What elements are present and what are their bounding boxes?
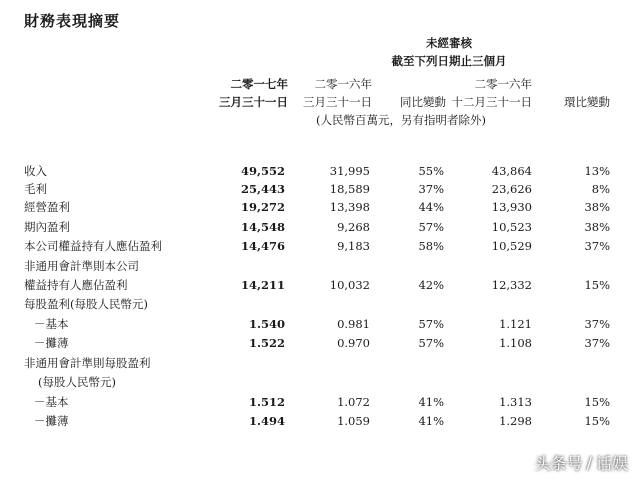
value-2016-dec: 23,626 <box>491 182 532 196</box>
value-2017-mar: 14,548 <box>240 220 285 234</box>
value-2017-mar: 25,443 <box>240 182 285 196</box>
value-2016-mar: 10,032 <box>329 278 370 292</box>
value-2017-mar: 19,272 <box>240 200 285 214</box>
value-qoq-change: 38% <box>584 220 610 234</box>
row-label: －基本 <box>34 395 69 409</box>
value-yoy-change: 44% <box>418 200 444 214</box>
row-label: 毛利 <box>24 182 47 196</box>
page-title: 財務表現摘要 <box>24 12 121 30</box>
col-prev-date: 三月三十一日 <box>303 95 372 109</box>
row-label: 期內盈利 <box>24 220 70 234</box>
table-row <box>0 373 640 391</box>
value-2016-mar: 0.970 <box>337 336 370 350</box>
value-qoq-change: 38% <box>584 200 610 214</box>
row-label: －基本 <box>34 317 69 331</box>
table-row <box>0 412 640 430</box>
row-label: －攤薄 <box>34 414 69 428</box>
table-row <box>0 237 640 255</box>
period-heading: 截至下列日期止三個月 <box>391 54 507 68</box>
table-row <box>0 295 640 313</box>
value-yoy-change: 42% <box>418 278 444 292</box>
value-qoq-change: 37% <box>584 317 610 331</box>
row-label: 非通用會計準則每股盈利 <box>24 356 151 370</box>
col-prev-year: 二零一六年 <box>314 77 372 91</box>
value-qoq-change: 15% <box>584 278 610 292</box>
unit-note: (人民幣百萬元，另有指明者除外) <box>316 113 486 127</box>
value-yoy-change: 37% <box>418 182 444 196</box>
value-yoy-change: 55% <box>418 164 444 178</box>
value-2016-mar: 1.059 <box>337 414 370 428</box>
value-qoq-change: 8% <box>591 182 610 196</box>
value-2017-mar: 1.512 <box>248 395 285 409</box>
col-prevq-year: 二零一六年 <box>474 77 532 91</box>
value-2016-dec: 10,523 <box>491 220 532 234</box>
value-2016-dec: 43,864 <box>491 164 532 178</box>
table-row <box>0 218 640 236</box>
value-2016-dec: 1.313 <box>499 395 532 409</box>
value-2017-mar: 1.494 <box>248 414 285 428</box>
table-row <box>0 334 640 352</box>
value-yoy-change: 57% <box>418 317 444 331</box>
value-2017-mar: 1.540 <box>248 317 285 331</box>
table-row <box>0 276 640 294</box>
table-row <box>0 315 640 333</box>
col-current-date: 三月三十一日 <box>219 95 288 109</box>
value-2017-mar: 14,211 <box>240 278 285 292</box>
value-2016-mar: 9,268 <box>337 220 370 234</box>
value-yoy-change: 41% <box>418 414 444 428</box>
value-2017-mar: 1.522 <box>248 336 285 350</box>
value-2017-mar: 14,476 <box>240 239 285 253</box>
value-2016-mar: 9,183 <box>337 239 370 253</box>
value-2016-dec: 1.121 <box>499 317 532 331</box>
table-row <box>0 180 640 198</box>
value-2016-mar: 0.981 <box>337 317 370 331</box>
row-label: 本公司權益持有人應佔盈利 <box>24 239 162 253</box>
watermark-separator: / <box>586 453 592 472</box>
value-qoq-change: 15% <box>584 395 610 409</box>
value-2016-mar: 13,398 <box>329 200 370 214</box>
value-qoq-change: 15% <box>584 414 610 428</box>
col-qoq: 環比變動 <box>564 95 610 109</box>
value-2016-dec: 12,332 <box>491 278 532 292</box>
table-row <box>0 393 640 411</box>
value-2016-dec: 13,930 <box>491 200 532 214</box>
value-2016-mar: 1.072 <box>337 395 370 409</box>
value-2016-dec: 1.108 <box>499 336 532 350</box>
col-current-year: 二零一七年 <box>230 77 288 91</box>
watermark-source: 头条号 <box>534 454 583 473</box>
col-prevq-date: 十二月三十一日 <box>451 95 532 109</box>
value-2016-mar: 31,995 <box>329 164 370 178</box>
value-yoy-change: 58% <box>418 239 444 253</box>
row-label: (每股人民幣元) <box>38 375 116 389</box>
row-label: －攤薄 <box>34 336 69 350</box>
table-row <box>0 354 640 372</box>
row-label: 權益持有人應佔盈利 <box>24 278 128 292</box>
table-row <box>0 257 640 275</box>
unaudited-heading: 未經審核 <box>426 36 472 50</box>
value-yoy-change: 41% <box>418 395 444 409</box>
value-yoy-change: 57% <box>418 336 444 350</box>
row-label: 經營盈利 <box>24 200 70 214</box>
watermark-account: 话娱 <box>595 454 628 473</box>
value-2017-mar: 49,552 <box>240 164 285 178</box>
row-label: 每股盈利(每股人民幣元) <box>24 297 148 311</box>
value-2016-dec: 10,529 <box>491 239 532 253</box>
value-yoy-change: 57% <box>418 220 444 234</box>
table-row <box>0 162 640 180</box>
value-qoq-change: 37% <box>584 239 610 253</box>
value-2016-mar: 18,589 <box>329 182 370 196</box>
row-label: 收入 <box>24 164 47 178</box>
watermark <box>535 451 628 474</box>
value-qoq-change: 13% <box>584 164 610 178</box>
value-qoq-change: 37% <box>584 336 610 350</box>
col-yoy: 同比變動 <box>400 95 446 109</box>
value-2016-dec: 1.298 <box>499 414 532 428</box>
row-label: 非通用會計準則本公司 <box>24 259 139 273</box>
table-row <box>0 198 640 216</box>
